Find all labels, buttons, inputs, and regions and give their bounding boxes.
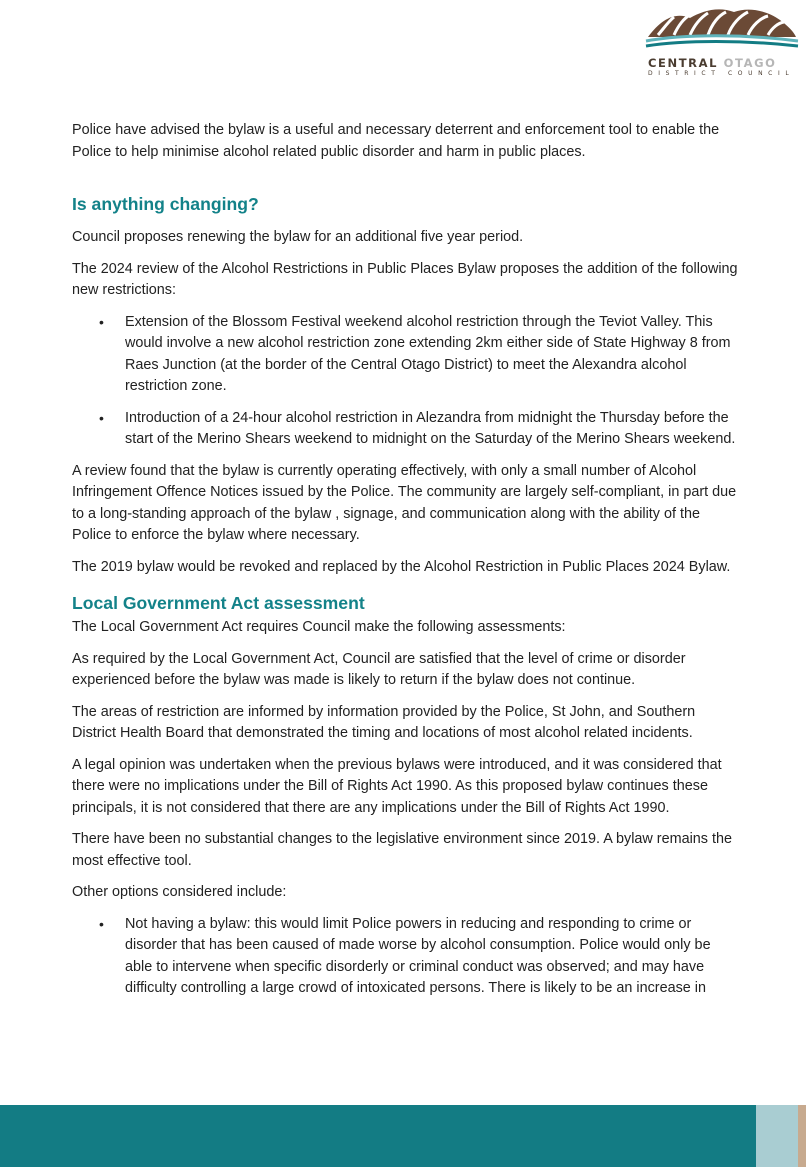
new-restrictions-list — [72, 312, 740, 451]
lga-paragraph-6: Other options considered include: — [72, 884, 287, 900]
footer-accent-tan — [798, 1105, 806, 1167]
logo-word-otago: OTAGO — [723, 56, 777, 70]
bullet-icon: • — [99, 409, 104, 426]
list-item — [72, 312, 740, 398]
footer-accent-light — [756, 1105, 798, 1167]
list-item-text: Not having a bylaw: this would limit Police powers in reducing and responding to crime or disorder that has been caused of made worse by alcohol consumption. Police would only be able to intervene when specific disorderly or criminal conduct was observed; and may have difficulty controlling a large crowd of intoxicated persons. There is likely to be an increase in — [125, 915, 711, 996]
document-body — [72, 120, 740, 1010]
changing-paragraph-1: Council proposes renewing the bylaw for an additional five year period. — [72, 229, 524, 245]
list-item — [72, 408, 740, 451]
lga-paragraph-1: The Local Government Act requires Council make the following assessments: — [72, 619, 566, 635]
lga-paragraph-3: The areas of restriction are informed by information provided by the Police, St John, and Southern District Health Board that demonstrated the timing and locations of most alcohol related incidents. — [72, 703, 696, 741]
changing-paragraph-4: The 2019 bylaw would be revoked and replaced by the Alcohol Restriction in Public Places 2024 Bylaw. — [72, 558, 731, 575]
logo-subtitle: DISTRICT COUNCIL — [648, 70, 795, 77]
list-item-text: Extension of the Blossom Festival weekend alcohol restriction through the Teviot Valley. This would involve a new alcohol restriction zone extending 2km either side of State Highway 8 from Raes Junction (at the border of the Central Otago District) to meet the Alexandra alcohol restriction zone. — [125, 313, 731, 394]
lga-paragraph-5: There have been no substantial changes to the legislative environment since 2019. A bylaw remains the most effective tool. — [72, 831, 732, 869]
mountain-logo-icon — [644, 4, 800, 54]
logo-wordmark — [648, 56, 800, 70]
list-item — [72, 914, 740, 1000]
bullet-icon: • — [99, 915, 104, 932]
list-item-text: Introduction of a 24-hour alcohol restriction in Alezandra from midnight the Thursday before the start of the Merino Shears weekend to midnight on the Saturday of the Merino Shears weekend. — [125, 409, 736, 447]
changing-paragraph-2: The 2024 review of the Alcohol Restrictions in Public Places Bylaw proposes the addition of the following new restrictions: — [72, 260, 738, 298]
lga-paragraph-4: A legal opinion was undertaken when the previous bylaws were introduced, and it was considered that there were no implications under the Bill of Rights Act 1990. As this proposed bylaw continues these principals, it is not considered that there are any implications under the Bill of Rights Act 1990. — [72, 756, 722, 816]
council-logo — [640, 4, 802, 76]
page-footer-band — [0, 1105, 806, 1167]
logo-word-central: CENTRAL — [648, 56, 719, 70]
bullet-icon: • — [99, 313, 104, 330]
other-options-list — [72, 914, 740, 1000]
intro-paragraph: Police have advised the bylaw is a useful and necessary deterrent and enforcement tool to enable the Police to help minimise alcohol related public disorder and harm in public places. — [72, 122, 720, 160]
heading-local-government-act: Local Government Act assessment — [72, 593, 365, 613]
heading-is-anything-changing: Is anything changing? — [72, 194, 259, 214]
lga-paragraph-2: As required by the Local Government Act, Council are satisfied that the level of crime or disorder experienced before the bylaw was made is likely to return if the bylaw does not continue. — [72, 650, 686, 688]
changing-paragraph-3: A review found that the bylaw is currently operating effectively, with only a small number of Alcohol Infringement Offence Notices issued by the Police. The community are largely self-compliant, in part due to a long-standing approach of the bylaw , signage, and communication along with the ability of the Police to enforce the bylaw where necessary. — [72, 462, 737, 543]
